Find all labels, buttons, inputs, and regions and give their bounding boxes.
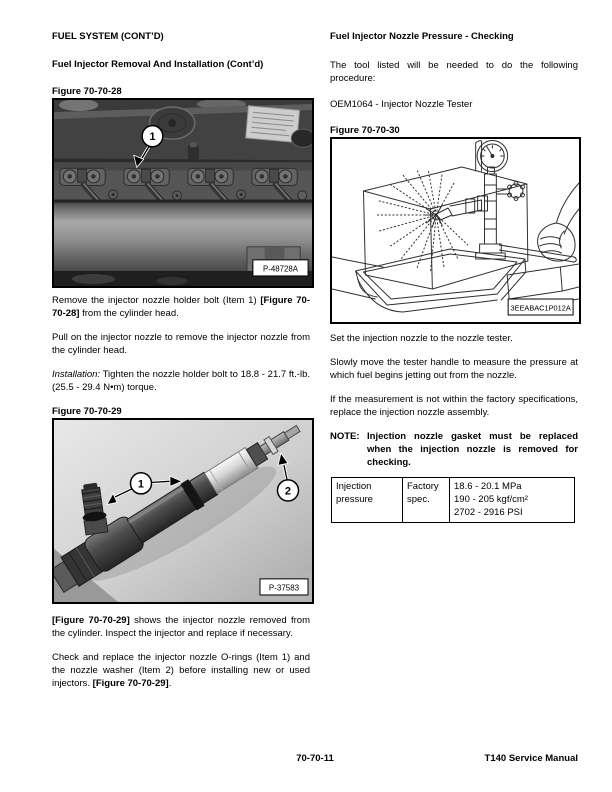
figure-29-caption: Figure 70-70-29 — [52, 406, 122, 417]
paragraph-slowly-move: Slowly move the tester handle to measure the pressure at which fuel begins jetting out from the nozzle. — [330, 357, 578, 381]
spec-value-kgf: 190 - 205 kgf/cm² — [454, 494, 528, 505]
figure-30-nozzle-tester-drawing — [330, 137, 581, 324]
text-run: Remove the injector nozzle holder bolt (Item 1) — [52, 295, 261, 306]
drawing-id-text: 3EEABAC1P012A — [510, 303, 571, 313]
paragraph-set-nozzle: Set the injection nozzle to the nozzle tester. — [330, 333, 513, 344]
paragraph-pull-nozzle: Pull on the injector nozzle to remove the injector nozzle from the cylinder head. — [52, 332, 310, 356]
figure-28-engine-photo — [52, 98, 314, 288]
section-title: Fuel Injector Nozzle Pressure - Checking — [330, 31, 514, 42]
note-label: NOTE: — [330, 431, 360, 442]
figure-reference: [Figure 70-70-29] — [92, 678, 169, 689]
engine-photo-illustration — [54, 100, 312, 286]
spec-value-psi: 2702 - 2916 PSI — [454, 507, 523, 518]
text-run: Tighten the nozzle holder bolt to 18.8 - 21.7 ft.-lb. (25.5 - 29.4 N•m) torque. — [52, 369, 310, 393]
paragraph-installation — [52, 368, 310, 394]
paragraph-if-measurement: If the measurement is not within the factory specifications, replace the injection nozzle assembly. — [330, 394, 578, 418]
text-run: Check and replace the injector nozzle O-rings (Item 1) and the nozzle washer (Item 2) before installing new or used injectors. — [52, 652, 310, 689]
figure-29-injector-photo — [52, 418, 314, 604]
paragraph-remove-bolt — [52, 294, 310, 320]
figure-30-caption: Figure 70-70-30 — [330, 125, 400, 136]
photo-id-text: P-48728A — [262, 264, 298, 274]
text-run: . — [168, 678, 172, 689]
nozzle-tester-line-art — [332, 139, 579, 322]
callout-1-number: 1 — [137, 478, 145, 491]
figure-28-caption: Figure 70-70-28 — [52, 86, 122, 97]
note-text: Injection nozzle gasket must be replaced when the injection nozzle is removed for checking. — [367, 431, 578, 468]
table-row — [332, 478, 575, 523]
paragraph-oem-tool: OEM1064 - Injector Nozzle Tester — [330, 99, 473, 110]
paragraph-shows-injector — [52, 614, 310, 640]
spec-values-cell — [450, 478, 575, 523]
note-block — [330, 430, 578, 469]
right-column — [330, 30, 578, 523]
injector-photo-illustration — [54, 420, 312, 602]
footer-manual-name: T140 Service Manual — [484, 753, 578, 764]
installation-lead-in: Installation: — [52, 369, 101, 380]
figure-reference: [Figure 70-70-29] — [52, 615, 130, 626]
paragraph-check-orings — [52, 651, 310, 690]
spec-value-mpa: 18.6 - 20.1 MPa — [454, 481, 522, 492]
paragraph-tool-needed: The tool listed will be needed to do the following procedure: — [330, 60, 578, 84]
text-run: from the cylinder head. — [79, 308, 179, 319]
text-run: shows the injector nozzle removed from the cylinder. Inspect the injector and replace if necessary. — [52, 615, 310, 639]
spec-table — [331, 477, 575, 523]
footer-page-number: 70-70-11 — [296, 753, 334, 764]
callout-1-number: 1 — [149, 131, 156, 144]
figure-reference: [Figure 70-70-28] — [52, 295, 310, 319]
section-title: FUEL SYSTEM (CONT’D) — [52, 31, 164, 42]
left-column — [52, 30, 310, 701]
spec-row-label: Injection pressure — [332, 478, 403, 523]
subsection-title: Fuel Injector Removal And Installation (Cont’d) — [52, 59, 264, 70]
photo-id-text: P-37583 — [268, 583, 300, 593]
spec-col-label: Factory spec. — [403, 478, 450, 523]
callout-2-number: 2 — [284, 485, 292, 498]
